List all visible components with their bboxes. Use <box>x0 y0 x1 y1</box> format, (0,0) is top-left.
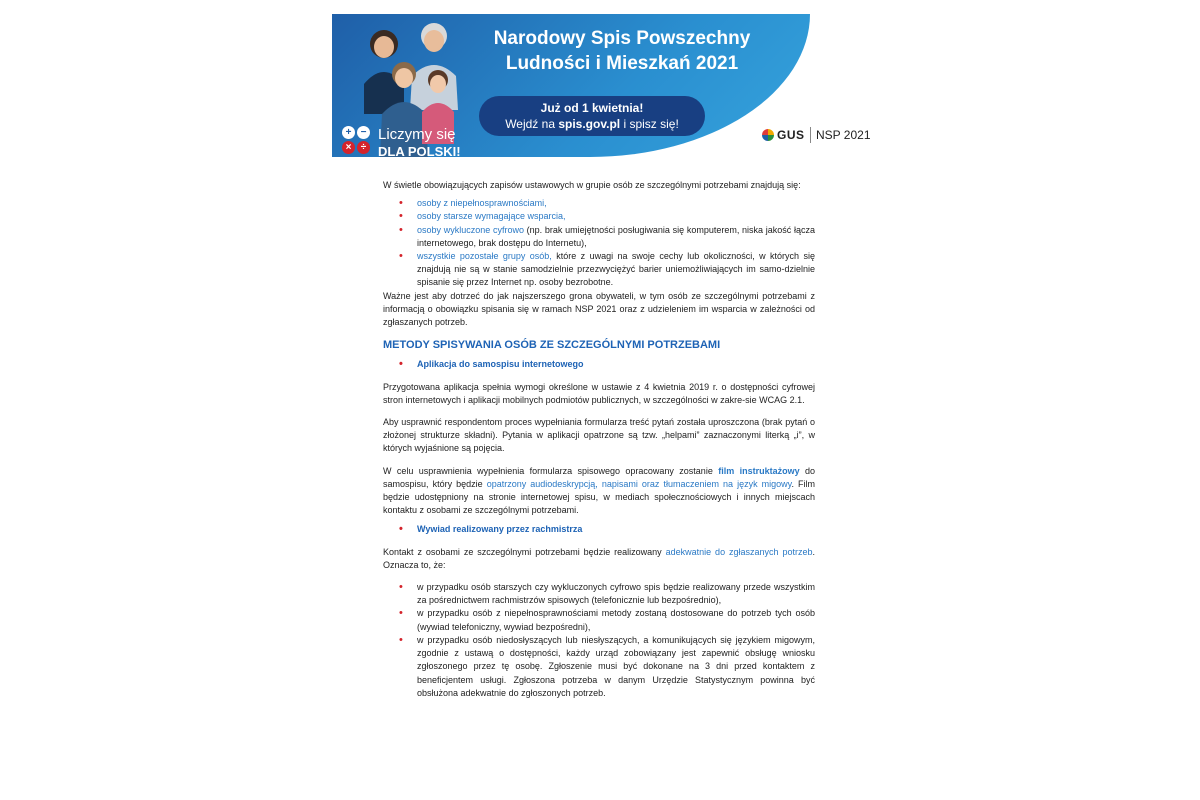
cta-date: Już od 1 kwietnia! <box>540 101 644 115</box>
method2-heading: • Wywiad realizowany przez rachmistrza <box>417 523 815 536</box>
times-icon: × <box>342 141 355 154</box>
slogan-line2: DLA POLSKI! <box>378 144 461 157</box>
group-link[interactable]: osoby z niepełnosprawnościami, <box>417 198 547 209</box>
gus-logo-icon <box>762 129 774 141</box>
accessibility-link[interactable]: opatrzony audiodeskrypcją, napisami oraz tłumaczeniem na język migowy <box>486 478 792 489</box>
banner-title-line1: Narodowy Spis Powszechny <box>493 28 751 49</box>
group-link[interactable]: osoby wykluczone cyfrowo <box>417 224 524 235</box>
nsp-label: NSP 2021 <box>816 128 871 142</box>
list-item <box>417 197 815 210</box>
census-banner <box>332 14 810 157</box>
slogan <box>342 126 472 157</box>
list-item: • w przypadku osób starszych czy wykluczonych cyfrowo spis będzie realizowany przede wszystkim za pośrednictwem rachmistrzów spisowych (telefonicznie lub bezpośrednio), <box>417 581 815 607</box>
banner-title <box>472 26 772 76</box>
document-body <box>383 179 815 700</box>
p3-text-c: do samospisu, który będzie <box>383 465 816 489</box>
m2-text-c: . Oznacza to, że: <box>383 546 815 570</box>
list-item <box>417 250 815 290</box>
divide-icon: ÷ <box>357 141 370 154</box>
method1-heading: • Aplikacja do samospisu internetowego <box>417 358 815 371</box>
slogan-line1: Liczymy się <box>378 126 456 143</box>
plus-icon: + <box>342 126 355 139</box>
cta-text-c: i spisz się! <box>620 117 679 131</box>
method2-heading-list <box>383 523 815 536</box>
method1-paragraph1: Przygotowana aplikacja spełnia wymogi określone w ustawie z 4 kwietnia 2019 r. o dostępności cyfrowej stron internetowych i aplikacji mobilnych podmiotów publicznych, w szczególności w zakre-sie WCAG 2.1. <box>383 381 815 405</box>
group-link[interactable]: osoby starsze wymagające wsparcia, <box>417 211 566 222</box>
method1-paragraph2: Aby usprawnić respondentom proces wypełniania formularza treść pytań została uproszczona (brak pytań o złożonej strukturze składni). Pytania w aplikacji opatrzone są tzw. „helpami” zaznaczonymi literką „i”, w których wyjaśnione są pojęcia. <box>383 417 815 454</box>
p3-text-e: . Film będzie udostępniony na stronie internetowej spisu, w mediach społecznościowych i innych miejscach kontaktu z osobami ze szczególnymi potrzebami. <box>383 478 816 516</box>
cta-line <box>479 116 705 132</box>
method1-paragraph3 <box>383 465 815 518</box>
group-text: które z uwagi na swoje cechy lub okoliczności, w których się znajdują nie są w stanie samodzielnie przezwyciężyć barier uniemożliwiających im samo-dzielnie spisanie się przez Internet np. osoby bezrobotne. <box>417 251 815 288</box>
gus-name: GUS <box>777 128 805 142</box>
document-page <box>322 0 877 800</box>
method1-heading-list <box>383 358 815 371</box>
cta-text-a: Wejdź na <box>505 117 559 131</box>
minus-icon: − <box>357 126 370 139</box>
list-item: • w przypadku osób niedosłyszących lub niesłyszących, a komunikujących się językiem migowym, zgodnie z ustawą o dostępności, każdy urząd zobowiązany jest zapewnić obsługę wniosku zgłoszonego przez tę osobę. Zgłoszenie musi być dokonane na 3 dni przed kontaktem z beneficjentem usługi. Zgłoszona potrzeba w danym Urzędzie Statystycznym powinna być obsłużona adekwatnie do zgłoszonych potrzeb. <box>417 634 815 700</box>
group-text: (np. brak umiejętności posługiwania się komputerem, niska jakość łącza internetowego, brak dostępu do Internetu), <box>417 224 815 248</box>
list-item <box>417 224 815 250</box>
gus-logo <box>762 127 882 147</box>
list-item: • w przypadku osób z niepełnosprawnościami metody zostaną dostosowane do potrzeb tych osób (wywiad telefoniczny, wywiad bezpośredni), <box>417 607 815 633</box>
cta-pill <box>479 96 705 136</box>
film-link[interactable]: film instruktażowy <box>718 465 800 476</box>
logo-divider <box>810 127 811 143</box>
p3-text-a: W celu usprawnienia wypełnienia formularza spisowego opracowany zostanie <box>383 465 719 476</box>
method2-paragraph1 <box>383 546 815 572</box>
math-operators-icon <box>342 126 372 156</box>
important-paragraph: Ważne jest aby dotrzeć do jak najszerszego grona obywateli, w tym osób ze szczególnymi potrzebami z informacją o obowiązku spisania się w ramach NSP 2021 oraz z udzieleniem im wsparcia w zależności od zgłaszanych potrzeb. <box>383 290 815 328</box>
section-heading: METODY SPISYWANIA OSÓB ZE SZCZEGÓLNYMI POTRZEBAMI <box>383 339 721 352</box>
group-link[interactable]: wszystkie pozostałe grupy osób, <box>417 251 552 262</box>
list-item <box>417 210 815 223</box>
method2-list <box>383 581 815 700</box>
m2-text-a: Kontakt z osobami ze szczególnymi potrzebami będzie realizowany <box>383 546 666 557</box>
groups-list <box>383 197 815 289</box>
cta-url[interactable]: spis.gov.pl <box>558 117 621 131</box>
banner-title-line2: Ludności i Mieszkań 2021 <box>505 53 739 74</box>
needs-link[interactable]: adekwatnie do zgłaszanych potrzeb <box>665 546 813 557</box>
intro-paragraph: W świetle obowiązujących zapisów ustawowych w grupie osób ze szczególnymi potrzebami znajdują się: <box>383 180 801 190</box>
